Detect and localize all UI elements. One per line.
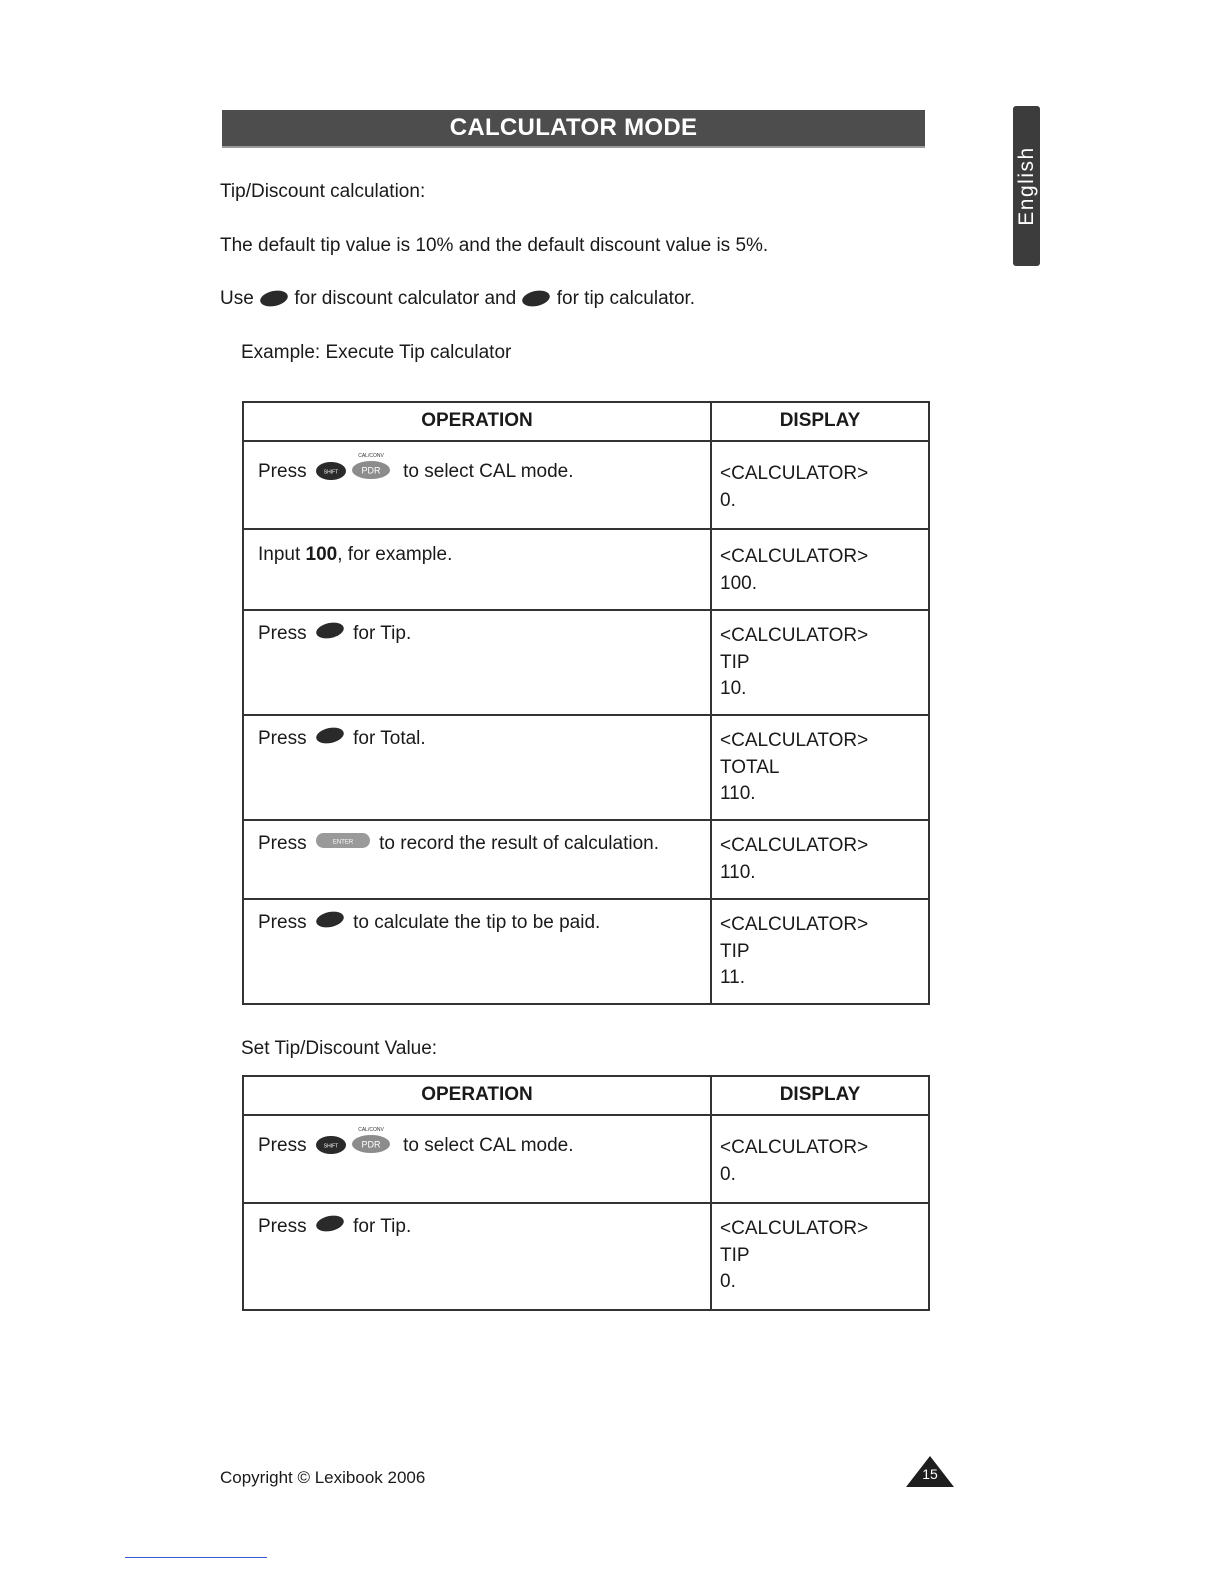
display-line: TIP — [720, 1244, 750, 1266]
display-line: TIP — [720, 651, 750, 673]
svg-text:ENTER: ENTER — [332, 839, 354, 846]
operation-cell — [244, 530, 712, 609]
operation-text: Press — [258, 461, 307, 483]
tip-key-icon — [315, 1215, 345, 1232]
section-heading: Tip/Discount calculation: — [220, 181, 426, 202]
tip-key-icon — [315, 622, 345, 639]
svg-text:CAL/CONV: CAL/CONV — [358, 1127, 384, 1133]
use-line — [220, 288, 695, 310]
use-line-after: for tip calculator. — [556, 288, 696, 309]
operation-text: for Tip. — [353, 1216, 412, 1237]
table-row — [244, 714, 928, 819]
table-header-row — [244, 1077, 928, 1114]
copyright-footer: Copyright © Lexibook 2006 — [220, 1468, 426, 1487]
set-value-heading: Set Tip/Discount Value: — [241, 1038, 438, 1059]
operation-cell — [244, 716, 712, 819]
display-cell — [712, 611, 928, 714]
display-line: <CALCULATOR> — [720, 835, 869, 856]
language-tab-label: English — [1014, 146, 1038, 226]
shift-pdr-keys-icon — [315, 1125, 395, 1157]
svg-text:SHIFT: SHIFT — [323, 469, 339, 476]
svg-text:PDR: PDR — [361, 1139, 381, 1150]
display-line: 0. — [720, 1163, 736, 1185]
display-line: <CALCULATOR> — [720, 730, 869, 751]
enter-key-icon — [315, 831, 371, 851]
operation-text: to calculate the tip to be paid. — [353, 912, 601, 933]
display-line: 110. — [720, 861, 756, 883]
operation-text: Press — [258, 1135, 307, 1157]
table-row — [244, 1202, 928, 1309]
tip-key-icon — [315, 911, 345, 928]
display-line: <CALCULATOR> — [720, 625, 869, 646]
table-row — [244, 819, 928, 898]
display-line: 100. — [720, 572, 757, 594]
table-row — [244, 528, 928, 609]
operation-text: to record the result of calculation. — [379, 833, 660, 854]
display-cell — [712, 716, 928, 819]
shift-pdr-keys-icon — [315, 451, 395, 483]
operation-text: to select CAL mode. — [403, 1135, 574, 1157]
use-line-before: Use — [220, 288, 254, 309]
language-tab — [1013, 106, 1040, 266]
tip-key-icon — [521, 290, 551, 307]
svg-text:SHIFT: SHIFT — [323, 1143, 339, 1150]
display-cell — [712, 530, 928, 609]
display-header: DISPLAY — [779, 1084, 861, 1105]
display-line: <CALCULATOR> — [720, 914, 869, 935]
example-heading: Example: Execute Tip calculator — [241, 342, 512, 363]
bottom-rule — [125, 1557, 267, 1558]
display-line: <CALCULATOR> — [720, 546, 869, 567]
page-number: 15 — [922, 1466, 938, 1482]
display-cell — [712, 821, 928, 898]
operation-cell — [244, 900, 712, 1003]
operation-header: OPERATION — [244, 1077, 712, 1114]
display-cell — [712, 900, 928, 1003]
display-line: TIP — [720, 940, 750, 962]
display-header: DISPLAY — [779, 410, 861, 431]
set-value-table — [242, 1075, 930, 1311]
operation-header: OPERATION — [244, 403, 712, 440]
operation-value: 100 — [305, 544, 338, 565]
operation-text: Input — [258, 544, 301, 565]
display-cell — [712, 442, 928, 528]
display-cell — [712, 1204, 928, 1309]
operation-text: Press — [258, 728, 307, 749]
operation-cell — [244, 611, 712, 714]
total-key-icon — [315, 727, 345, 744]
display-line: TOTAL — [720, 756, 780, 778]
operation-text: to select CAL mode. — [403, 461, 574, 483]
use-line-middle: for discount calculator and — [294, 288, 517, 309]
table-row — [244, 609, 928, 714]
operation-cell — [244, 442, 712, 528]
discount-key-icon — [259, 290, 289, 307]
display-line: 110. — [720, 783, 756, 804]
operation-cell — [244, 1204, 712, 1309]
operation-text: Press — [258, 833, 307, 854]
display-line: <CALCULATOR> — [720, 1137, 869, 1158]
tip-example-table — [242, 401, 930, 1005]
display-line: 0. — [720, 1271, 736, 1292]
operation-cell — [244, 1116, 712, 1202]
defaults-text: The default tip value is 10% and the default discount value is 5%. — [220, 235, 769, 256]
display-line: <CALCULATOR> — [720, 463, 869, 484]
operation-text: , for example. — [337, 544, 453, 565]
operation-text: Press — [258, 623, 307, 644]
display-line: 11. — [720, 967, 746, 988]
operation-text: Press — [258, 912, 307, 933]
operation-cell — [244, 821, 712, 898]
display-cell — [712, 1116, 928, 1202]
table-header-row — [244, 403, 928, 440]
svg-text:CAL/CONV: CAL/CONV — [358, 453, 384, 459]
operation-text: for Tip. — [353, 623, 412, 644]
svg-text:PDR: PDR — [361, 465, 381, 476]
display-line: 0. — [720, 489, 736, 511]
page-title: CALCULATOR MODE — [222, 110, 925, 146]
table-row — [244, 1114, 928, 1202]
display-line: 10. — [720, 678, 747, 699]
operation-text: Press — [258, 1216, 307, 1237]
table-row — [244, 440, 928, 528]
display-line: <CALCULATOR> — [720, 1218, 869, 1239]
operation-text: for Total. — [353, 728, 426, 749]
table-row — [244, 898, 928, 1003]
